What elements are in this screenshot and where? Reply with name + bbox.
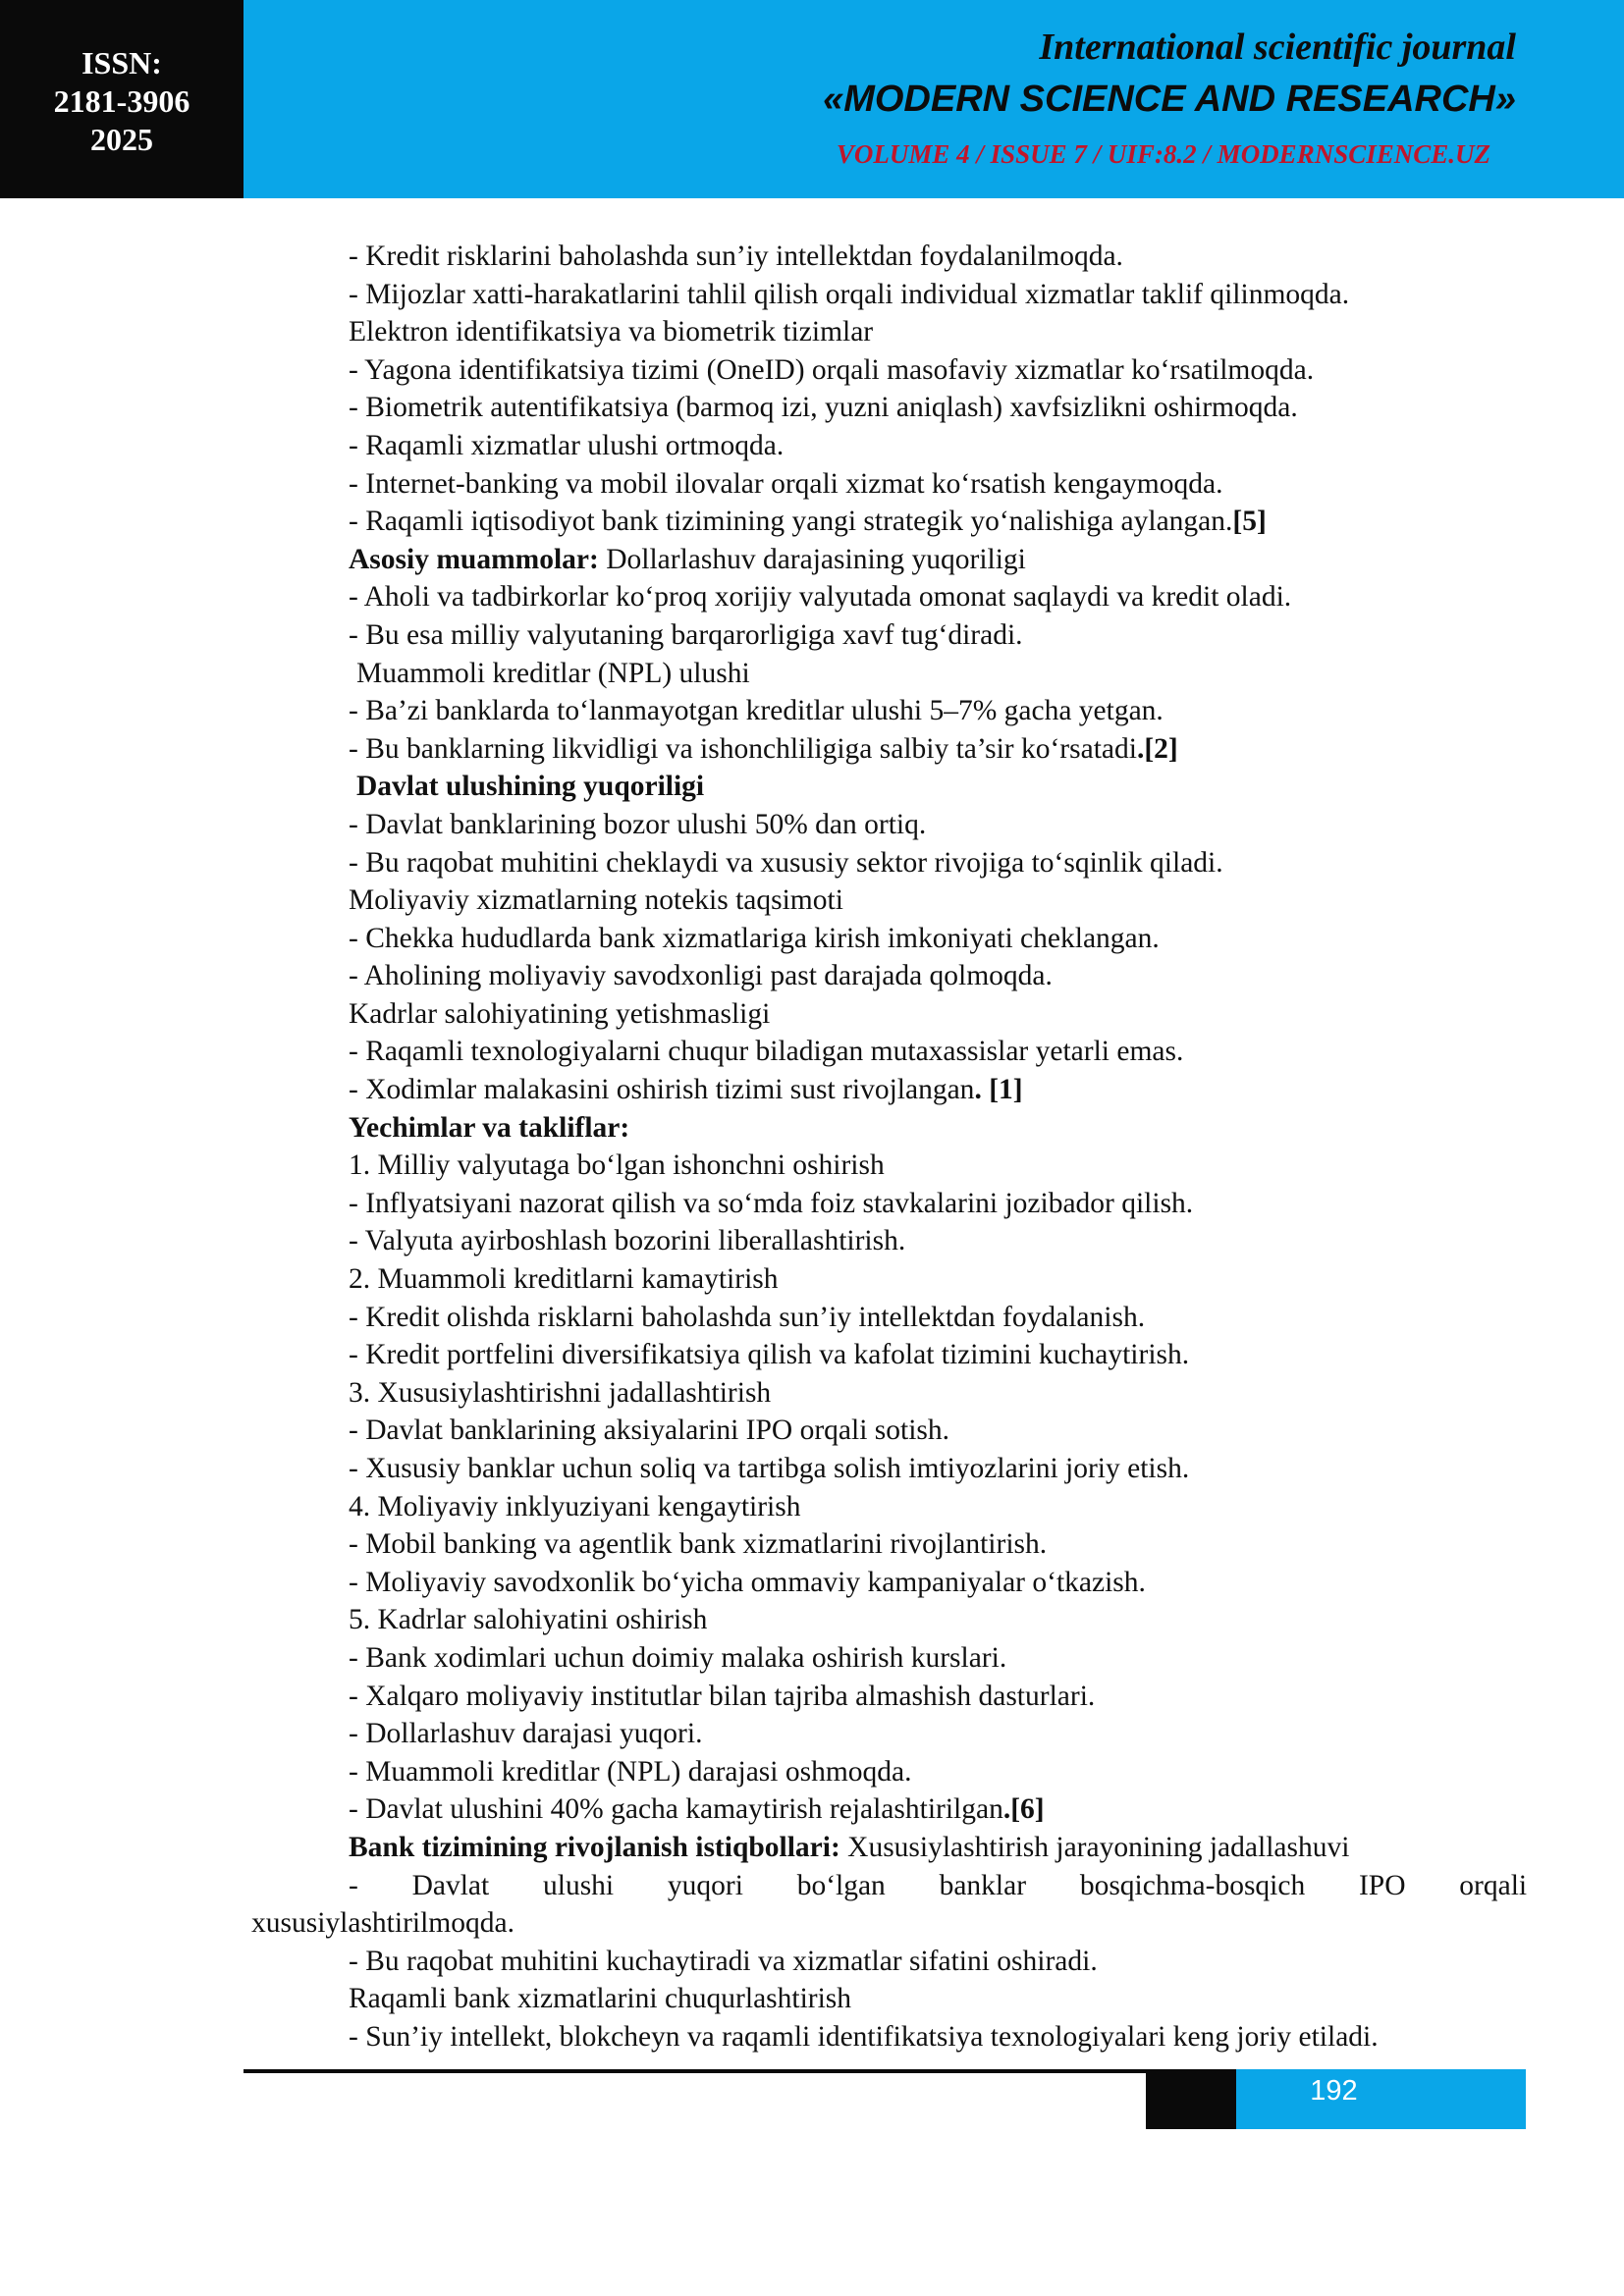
page-number-box <box>1236 2069 1526 2129</box>
citation-ref: [5] <box>1232 506 1267 538</box>
section-heading <box>349 1829 1527 1867</box>
text-line: - Muammoli kreditlar (NPL) darajasi oshmoqda. <box>349 1755 912 1788</box>
text-line: 1. Milliy valyutaga bo‘lgan ishonchni oshirish <box>349 1149 885 1182</box>
journal-label: International scientific journal <box>1039 27 1516 68</box>
word: orqali <box>1459 1869 1528 1901</box>
text-line: - Dollarlashuv darajasi yuqori. <box>349 1718 703 1750</box>
issn-number: 2181-3906 <box>53 83 190 119</box>
footer-rule <box>244 2069 1231 2073</box>
citation-ref: .[6] <box>1002 1793 1045 1826</box>
citation-ref: . [1] <box>974 1074 1023 1106</box>
text-line: 5. Kadrlar salohiyatini oshirish <box>349 1604 708 1636</box>
word: yuqori <box>667 1869 743 1901</box>
text-line: xususiylashtirilmoqda. <box>251 1907 514 1940</box>
text-line: Elektron identifikatsiya va biometrik tizimlar <box>349 316 874 348</box>
text-line <box>349 1790 1527 1829</box>
text-line: - Aholi va tadbirkorlar ko‘proq xorijiy valyutada omonat saqlaydi va kredit oladi. <box>349 581 1292 614</box>
issn-box <box>0 0 244 198</box>
word: Davlat <box>411 1869 490 1901</box>
text-run: Dollarlashuv darajasining yuqoriligi <box>598 543 1026 575</box>
text-line: - Raqamli texnologiyalarni chuqur biladigan mutaxassislar yetarli emas. <box>349 1036 1184 1068</box>
word: - <box>349 1869 358 1901</box>
section-heading-bold: Asosiy muammolar: <box>349 543 599 575</box>
text-line: - Biometrik autentifikatsiya (barmoq izi, yuzni aniqlash) xavfsizlikni oshirmoqda. <box>349 392 1298 424</box>
journal-header-band <box>244 0 1624 198</box>
text-line: - Aholining moliyaviy savodxonligi past darajada qolmoqda. <box>349 960 1053 992</box>
footer-black-block <box>1146 2069 1236 2129</box>
issn-label: ISSN: <box>81 45 162 80</box>
text-run: - Bu banklarning likvidligi va ishonchliligiga salbiy ta’sir ko‘rsatadi <box>349 732 1137 765</box>
word: bosqichma-bosqich <box>1079 1869 1306 1901</box>
word: ulushi <box>543 1869 615 1901</box>
volume-line: VOLUME 4 / ISSUE 7 / UIF:8.2 / MODERNSCIENCE.UZ <box>836 139 1490 169</box>
text-line: - Kredit risklarini baholashda sun’iy intellektdan foydalanilmoqda. <box>349 240 1123 272</box>
text-line: - Kredit olishda risklarni baholashda sun’iy intellektdan foydalanish. <box>349 1301 1146 1333</box>
text-line: Kadrlar salohiyatining yetishmasligi <box>349 997 771 1030</box>
text-line: - Bu raqobat muhitini kuchaytiradi va xizmatlar sifatini oshiradi. <box>349 1945 1098 1977</box>
section-heading-bold: Bank tizimining rivojlanish istiqbollari: <box>349 1831 840 1863</box>
text-line: 2. Muammoli kreditlarni kamaytirish <box>349 1263 779 1296</box>
text-line: - Mobil banking va agentlik bank xizmatlarini rivojlantirish. <box>349 1528 1048 1561</box>
citation-ref: .[2] <box>1136 732 1178 765</box>
word: banklar <box>939 1869 1027 1901</box>
text-line: - Ba’zi banklarda to‘lanmayotgan kreditlar ulushi 5–7% gacha yetgan. <box>349 695 1164 727</box>
text-line: - Davlat banklarining aksiyalarini IPO orqali sotish. <box>349 1415 949 1447</box>
section-heading-bold: Yechimlar va takliflar: <box>349 1111 630 1144</box>
text-line: - Xususiy banklar uchun soliq va tartibga solish imtiyozlarini joriy etish. <box>349 1453 1190 1484</box>
issn-year: 2025 <box>90 122 153 157</box>
text-line: - Davlat banklarining bozor ulushi 50% dan ortiq. <box>349 808 927 840</box>
text-line: - Chekka hududlarda bank xizmatlariga kirish imkoniyati cheklangan. <box>349 922 1160 954</box>
text-line: 3. Xususiylashtirishni jadallashtirish <box>349 1376 772 1409</box>
text-run: - Davlat ulushini 40% gacha kamaytirish rejalashtirilgan <box>349 1793 1003 1826</box>
text-run: Xususiylashtirish jarayonining jadallashuvi <box>839 1831 1350 1863</box>
text-line: Muammoli kreditlar (NPL) ulushi <box>356 657 750 689</box>
text-line <box>349 503 1527 541</box>
text-run: - Raqamli iqtisodiyot bank tizimining yangi strategik yo‘nalishiga aylangan. <box>349 506 1233 538</box>
text-line: - Bu esa milliy valyutaning barqarorligiga xavf tug‘diradi. <box>349 618 1023 651</box>
text-line: - Bu raqobat muhitini cheklaydi va xususiy sektor rivojiga to‘sqinlik qiladi. <box>349 846 1223 879</box>
word: IPO <box>1358 1869 1406 1901</box>
journal-name: «MODERN SCIENCE AND RESEARCH» <box>823 79 1516 120</box>
article-body <box>251 238 1528 2056</box>
justified-line <box>349 1867 1527 1905</box>
text-line: - Valyuta ayirboshlash bozorini liberallashtirish. <box>349 1225 906 1257</box>
text-line <box>349 1071 1527 1109</box>
text-line: - Bank xodimlari uchun doimiy malaka oshirish kurslari. <box>349 1641 1007 1674</box>
page-number: 192 <box>1310 2075 1358 2107</box>
text-line: - Raqamli xizmatlar ulushi ortmoqda. <box>349 429 785 461</box>
text-line: - Internet-banking va mobil ilovalar orqali xizmat ko‘rsatish kengaymoqda. <box>349 467 1223 500</box>
subheading <box>349 768 1527 806</box>
text-line: - Moliyaviy savodxonlik bo‘yicha ommaviy kampaniyalar o‘tkazish. <box>349 1566 1146 1598</box>
text-line: - Xalqaro moliyaviy institutlar bilan tajriba almashish dasturlari. <box>349 1680 1096 1712</box>
text-line <box>349 730 1527 769</box>
section-heading <box>349 541 1527 579</box>
text-line: - Yagona identifikatsiya tizimi (OneID) orqali masofaviy xizmatlar ko‘rsatilmoqda. <box>349 353 1315 386</box>
text-line: Raqamli bank xizmatlarini chuqurlashtirish <box>349 1983 852 2015</box>
text-line: 4. Moliyaviy inklyuziyani kengaytirish <box>349 1490 801 1522</box>
subheading-bold: Davlat ulushining yuqoriligi <box>356 771 705 803</box>
text-line: - Sun’iy intellekt, blokcheyn va raqamli identifikatsiya texnologiyalari keng joriy etiladi. <box>349 2020 1379 2053</box>
text-line: Moliyaviy xizmatlarning notekis taqsimoti <box>349 884 843 917</box>
section-heading <box>349 1109 1527 1148</box>
text-line: - Mijozlar xatti-harakatlarini tahlil qilish orqali individual xizmatlar taklif qilinmoqda. <box>349 278 1350 310</box>
text-line: - Inflyatsiyani nazorat qilish va so‘mda foiz stavkalarini jozibador qilish. <box>349 1187 1194 1219</box>
word: bo‘lgan <box>796 1869 886 1901</box>
text-line: - Kredit portfelini diversifikatsiya qilish va kafolat tizimini kuchaytirish. <box>349 1339 1190 1371</box>
text-run: - Xodimlar malakasini oshirish tizimi sust rivojlangan <box>349 1074 975 1106</box>
